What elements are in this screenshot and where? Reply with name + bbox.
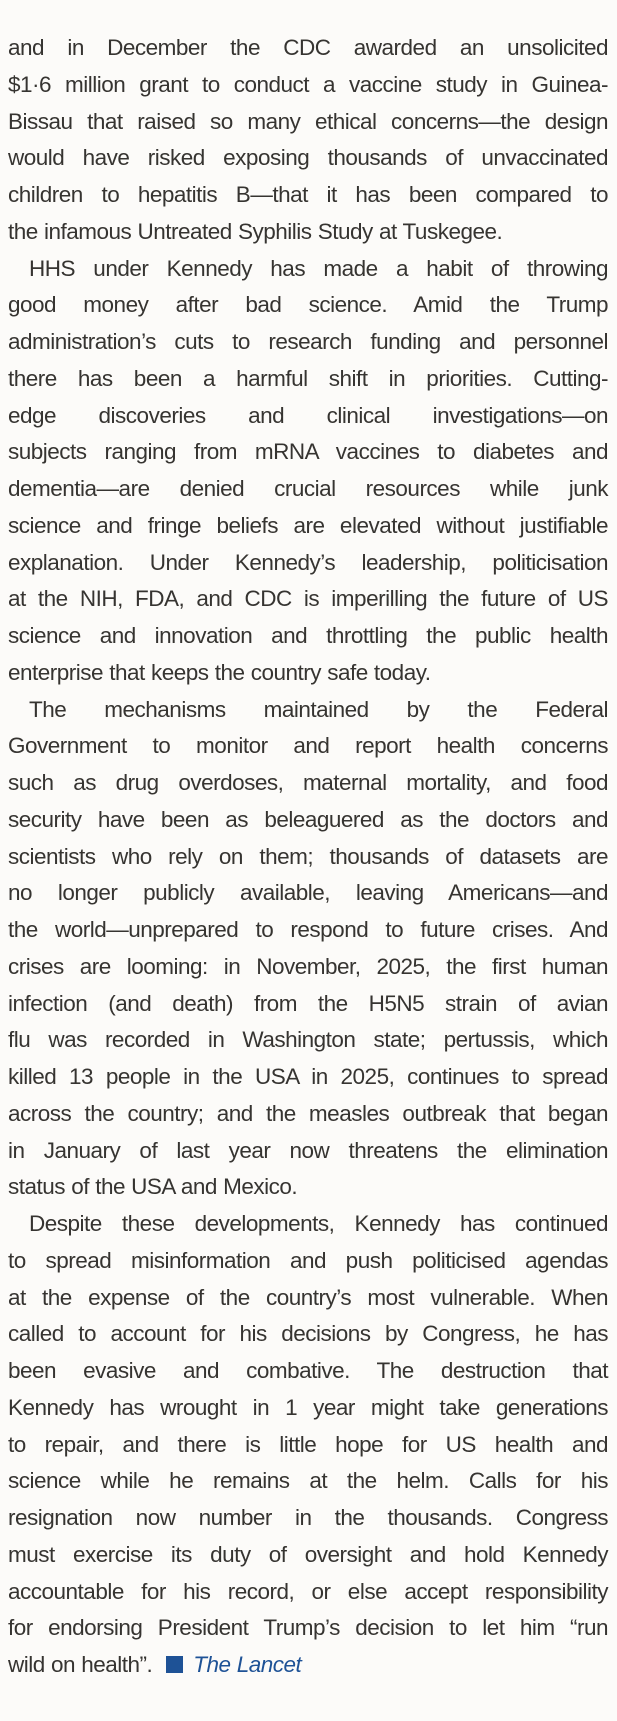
text-line: called to account for his decisions by Congress, he has xyxy=(8,1321,608,1347)
text-line: Despite these developments, Kennedy has continued xyxy=(29,1211,608,1236)
text-line: Kennedy has wrought in 1 year might take generations xyxy=(8,1394,608,1420)
text-line: the world—unprepared to respond to future crises. And xyxy=(8,917,608,942)
text-line: across the country; and the measles outbreak that began xyxy=(8,1100,608,1126)
text-line: security have been as beleaguered as the doctors and xyxy=(8,806,608,832)
article-body xyxy=(8,30,608,1684)
text-line: administration’s cuts to research funding and personnel xyxy=(8,329,608,354)
text-line: such as drug overdoses, maternal mortality, and food xyxy=(8,770,608,795)
text-line: would have risked exposing thousands of unvaccinated xyxy=(8,145,608,171)
text-line: science while he remains at the helm. Calls for his xyxy=(8,1468,608,1494)
text-line: to repair, and there is little hope for US health and xyxy=(8,1431,608,1457)
text-line: dementia—are denied crucial resources while junk xyxy=(8,476,608,501)
text-line: children to hepatitis B—that it has been compared to xyxy=(8,182,608,207)
text-line: $1·6 million grant to conduct a vaccine study in Guinea- xyxy=(8,71,608,97)
text-line: and in December the CDC awarded an unsolicited xyxy=(8,35,608,60)
text-line: science and innovation and throttling the public health xyxy=(8,623,608,648)
text-line: crises are looming: in November, 2025, the first human xyxy=(8,953,608,979)
paragraph xyxy=(8,30,608,251)
journal-signature: The Lancet xyxy=(193,1652,302,1677)
text-line: killed 13 people in the USA in 2025, continues to spread xyxy=(8,1064,608,1089)
text-line: there has been a harmful shift in priorities. Cutting- xyxy=(8,365,608,391)
text-line: at the NIH, FDA, and CDC is imperilling the future of US xyxy=(8,586,608,612)
text-line: HHS under Kennedy has made a habit of throwing xyxy=(29,255,608,281)
text-line: scientists who rely on them; thousands of datasets are xyxy=(8,843,608,869)
text-line: been evasive and combative. The destruction that xyxy=(8,1358,608,1383)
text-line: for endorsing President Trump’s decision to let him “run xyxy=(8,1615,608,1641)
paragraph xyxy=(8,251,608,692)
text-line: Government to monitor and report health concerns xyxy=(8,733,608,759)
text-line: The mechanisms maintained by the Federal xyxy=(29,696,608,722)
text-line: Bissau that raised so many ethical concerns—the design xyxy=(8,108,608,134)
text-line: in January of last year now threatens the elimination xyxy=(8,1137,608,1163)
text-line: edge discoveries and clinical investigations—on xyxy=(8,402,608,428)
text-line: the infamous Untreated Syphilis Study at Tuskegee. xyxy=(8,218,503,244)
text-line: science and fringe beliefs are elevated without justifiable xyxy=(8,512,608,538)
paragraph xyxy=(8,692,608,1207)
text-line: good money after bad science. Amid the Trump xyxy=(8,292,608,318)
text-line: subjects ranging from mRNA vaccines to diabetes and xyxy=(8,439,608,465)
text-line: no longer publicly available, leaving Americans—and xyxy=(8,880,608,906)
text-line: explanation. Under Kennedy’s leadership, politicisation xyxy=(8,549,608,575)
end-of-article-square-icon xyxy=(166,1656,183,1673)
signature-line-text: wild on health”. xyxy=(8,1652,153,1677)
text-line: enterprise that keeps the country safe today. xyxy=(8,659,431,685)
text-line: at the expense of the country’s most vulnerable. When xyxy=(8,1284,608,1310)
text-line: status of the USA and Mexico. xyxy=(8,1174,298,1200)
text-line: flu was recorded in Washington state; pertussis, which xyxy=(8,1027,608,1053)
signature-line xyxy=(8,1647,608,1684)
text-line: accountable for his record, or else accept responsibility xyxy=(8,1578,608,1604)
text-line: must exercise its duty of oversight and hold Kennedy xyxy=(8,1541,608,1567)
paragraph xyxy=(8,1206,608,1684)
text-line: resignation now number in the thousands. Congress xyxy=(8,1505,608,1530)
text-line: to spread misinformation and push politicised agendas xyxy=(8,1247,608,1273)
text-line: infection (and death) from the H5N5 strain of avian xyxy=(8,990,608,1016)
